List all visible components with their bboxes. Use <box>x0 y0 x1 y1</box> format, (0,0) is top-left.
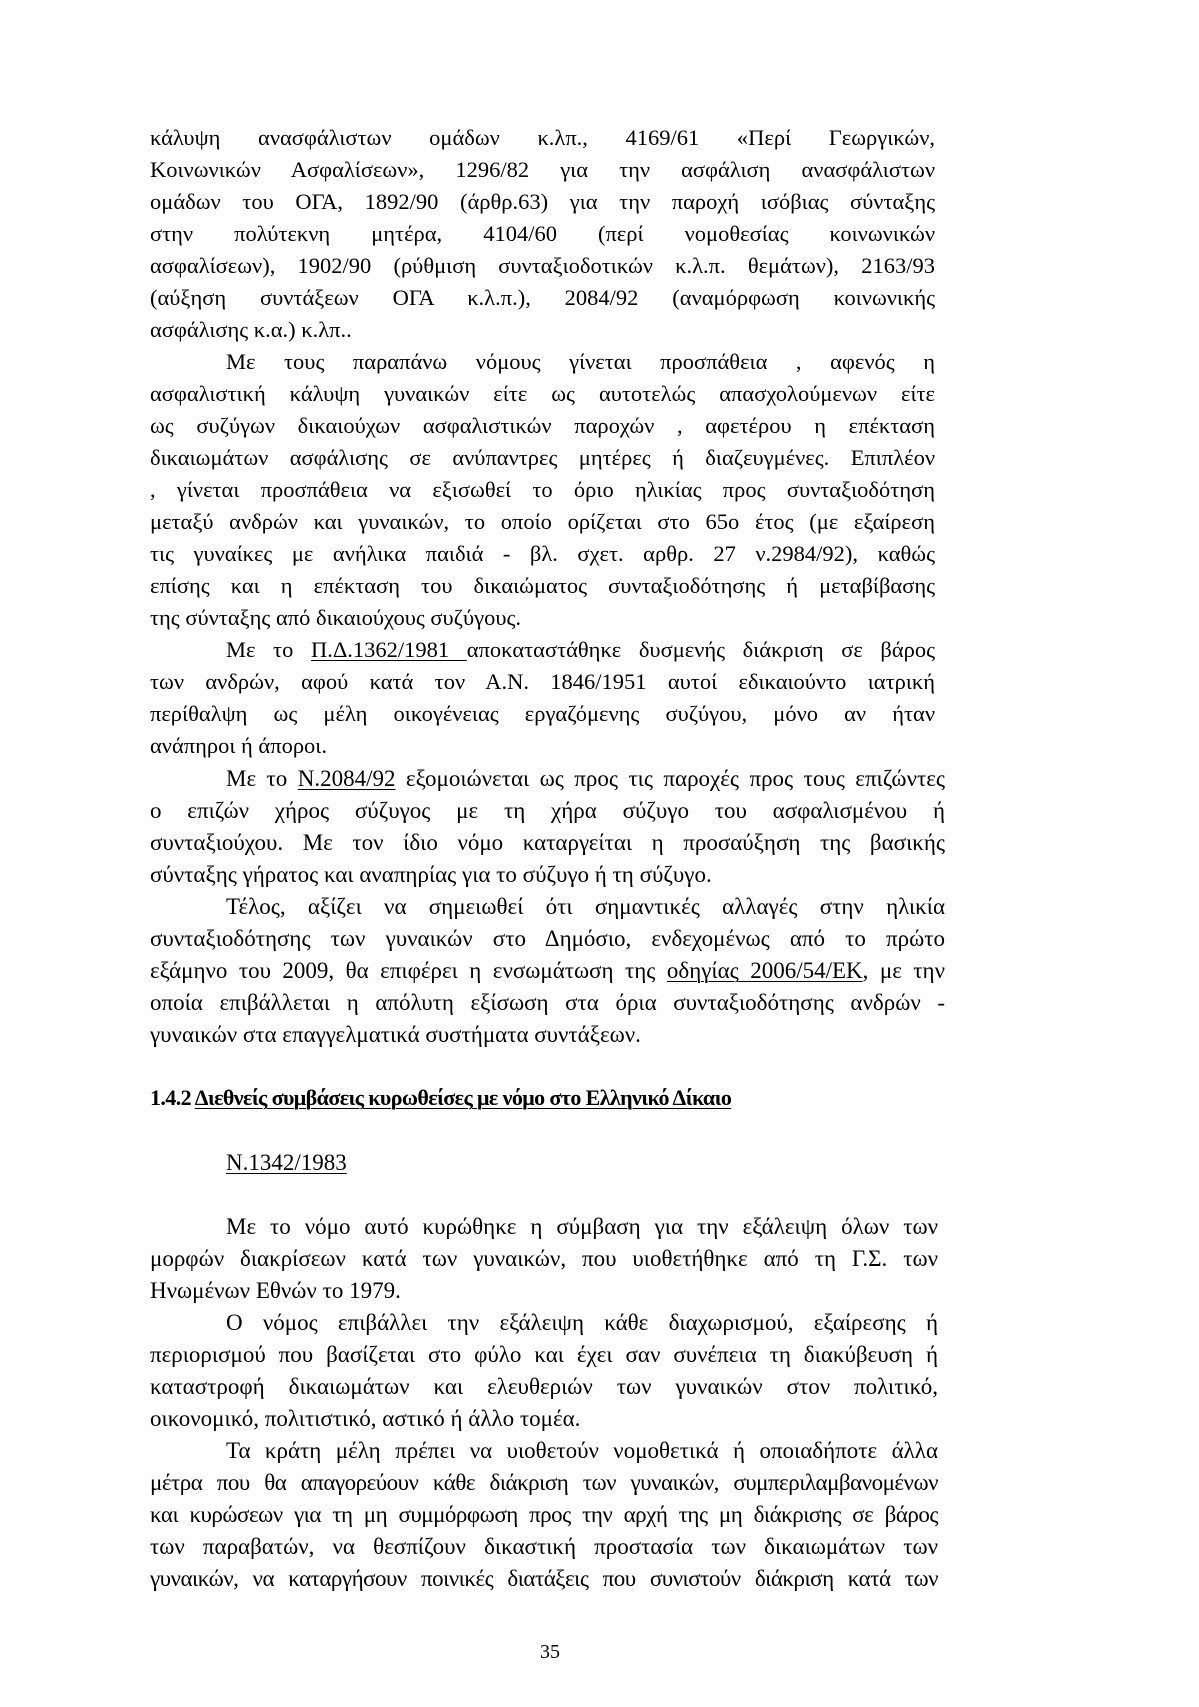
section-heading <box>150 1087 731 1109</box>
text-fragment: Με το <box>226 766 298 791</box>
text-line: γυναικών στα επαγγελματικά συστήματα συντάξεων. <box>150 1022 641 1047</box>
page-number: 35 <box>540 1641 560 1663</box>
text-line: στην πολύτεκνη μητέρα, 4104/60 (περί νομοθεσίας κοινωνικών <box>150 221 935 246</box>
text-line: Ηνωμένων Εθνών το 1979. <box>150 1278 401 1303</box>
text-line: των παραβατών, να θεσπίζουν δικαστική προστασία των δικαιωμάτων των <box>150 1534 938 1559</box>
text-line <box>226 767 945 790</box>
text-line: Ο νόμος επιβάλλει την εξάλειψη κάθε διαχωρισμού, εξαίρεσης ή <box>226 1310 938 1335</box>
text-line: Με το νόμο αυτό κυρώθηκε η σύμβαση για την εξάλειψη όλων των <box>226 1214 938 1239</box>
text-fragment: εξάμηνο του 2009, θα επιφέρει η ενσωμάτωση της <box>150 958 667 983</box>
text-fragment: εξομοιώνεται ως προς τις παροχές προς τους επιζώντες <box>395 766 945 791</box>
text-line: μεταξύ ανδρών και γυναικών, το οποίο ορίζεται στο 65ο έτος (με εξαίρεση <box>150 509 935 534</box>
text-line: επίσης και η επέκταση του δικαιώματος συνταξιοδότησης ή μεταβίβασης <box>150 573 935 598</box>
text-line <box>150 959 945 982</box>
text-line: μορφών διακρίσεων κατά των γυναικών, που υιοθετήθηκε από τη Γ.Σ. των <box>150 1246 938 1271</box>
text-line: τις γυναίκες με ανήλικα παιδιά - βλ. σχετ. αρθρ. 27 ν.2984/92), καθώς <box>150 541 935 566</box>
text-line: περίθαλψη ως μέλη οικογένειας εργαζόμενης συζύγου, μόνο αν ήταν <box>150 701 935 726</box>
section-number: 1.4.2 <box>150 1085 195 1110</box>
text-line: οποία επιβάλλεται η απόλυτη εξίσωση στα όρια συνταξιοδότησης ανδρών - <box>150 990 945 1015</box>
text-line: ως συζύγων δικαιούχων ασφαλιστικών παροχών , αφετέρου η επέκταση <box>150 413 935 438</box>
text-fragment: αποκαταστάθηκε δυσμενής διάκριση σε βάρος <box>466 637 936 662</box>
text-line: Με τους παραπάνω νόμους γίνεται προσπάθεια , αφενός η <box>226 349 935 374</box>
law-title: Ν.1342/1983 <box>226 1150 347 1175</box>
text-line: Τέλος, αξίζει να σημειωθεί ότι σημαντικές αλλαγές στην ηλικία <box>226 894 945 919</box>
text-line: περιορισμού που βασίζεται στο φύλο και έχει σαν συνέπεια τη διακύβευση ή <box>150 1342 938 1367</box>
text-fragment: , με την <box>862 958 945 983</box>
directive-reference-link[interactable]: οδηγίας 2006/54/ΕΚ <box>666 958 863 983</box>
section-title: Διεθνείς συμβάσεις κυρωθείσες με νόμο στο Ελληνικό Δίκαιο <box>194 1085 732 1110</box>
law-reference-link[interactable]: Ν.2084/92 <box>297 766 396 791</box>
text-line: οικονομικό, πολιτιστικό, αστικό ή άλλο τομέα. <box>150 1406 581 1431</box>
text-line: κάλυψη ανασφάλιστων ομάδων κ.λπ., 4169/61 «Περί Γεωργικών, <box>150 125 935 150</box>
text-line: της σύνταξης από δικαιούχους συζύγους. <box>150 605 522 630</box>
text-line: των ανδρών, αφού κατά τον Α.Ν. 1846/1951 αυτοί εδικαιούντο ιατρική <box>150 669 935 694</box>
text-line: μέτρα που θα απαγορεύουν κάθε διάκριση των γυναικών, συμπεριλαμβανομένων <box>150 1470 938 1495</box>
text-line: Τα κράτη μέλη πρέπει να υιοθετούν νομοθετικά ή οποιαδήποτε άλλα <box>226 1438 938 1463</box>
text-line <box>226 639 935 662</box>
text-fragment: Με το <box>226 637 311 662</box>
text-line: δικαιωμάτων ασφάλισης σε ανύπαντρες μητέρες ή διαζευγμένες. Επιπλέον <box>150 445 935 470</box>
text-line: καταστροφή δικαιωμάτων και ελευθεριών των γυναικών στον πολιτικό, <box>150 1374 938 1399</box>
text-line: ασφαλίσεων), 1902/90 (ρύθμιση συνταξιοδοτικών κ.λ.π. θεμάτων), 2163/93 <box>150 253 935 278</box>
text-line: σύνταξης γήρατος και αναπηρίας για το σύζυγο ή τη σύζυγο. <box>150 862 712 887</box>
text-line: ανάπηροι ή άποροι. <box>150 733 327 758</box>
text-line: συνταξιούχου. Με τον ίδιο νόμο καταργείται η προσαύξηση της βασικής <box>150 830 945 855</box>
text-line: γυναικών, να καταργήσουν ποινικές διατάξεις που συνιστούν διάκριση κατά των <box>150 1566 938 1591</box>
text-line: ομάδων του ΟΓΑ, 1892/90 (άρθρ.63) για την παροχή ισόβιας σύνταξης <box>150 189 935 214</box>
text-line: Κοινωνικών Ασφαλίσεων», 1296/82 για την ασφάλιση ανασφάλιστων <box>150 157 935 182</box>
text-line: ασφάλισης κ.α.) κ.λπ.. <box>150 317 352 342</box>
text-line: ο επιζών χήρος σύζυγος με τη χήρα σύζυγο του ασφαλισμένου ή <box>150 798 945 823</box>
text-line: , γίνεται προσπάθεια να εξισωθεί το όριο ηλικίας προς συνταξιοδότηση <box>150 477 935 502</box>
law-reference-link[interactable]: Π.Δ.1362/1981 <box>310 637 467 662</box>
text-line: ασφαλιστική κάλυψη γυναικών είτε ως αυτοτελώς απασχολούμενων είτε <box>150 381 935 406</box>
text-line: και κυρώσεων για τη μη συμμόρφωση προς την αρχή της μη διάκρισης σε βάρος <box>150 1502 938 1527</box>
text-line: (αύξηση συντάξεων ΟΓΑ κ.λ.π.), 2084/92 (αναμόρφωση κοινωνικής <box>150 285 935 310</box>
text-line: συνταξιοδότησης των γυναικών στο Δημόσιο, ενδεχομένως από το πρώτο <box>150 926 945 951</box>
